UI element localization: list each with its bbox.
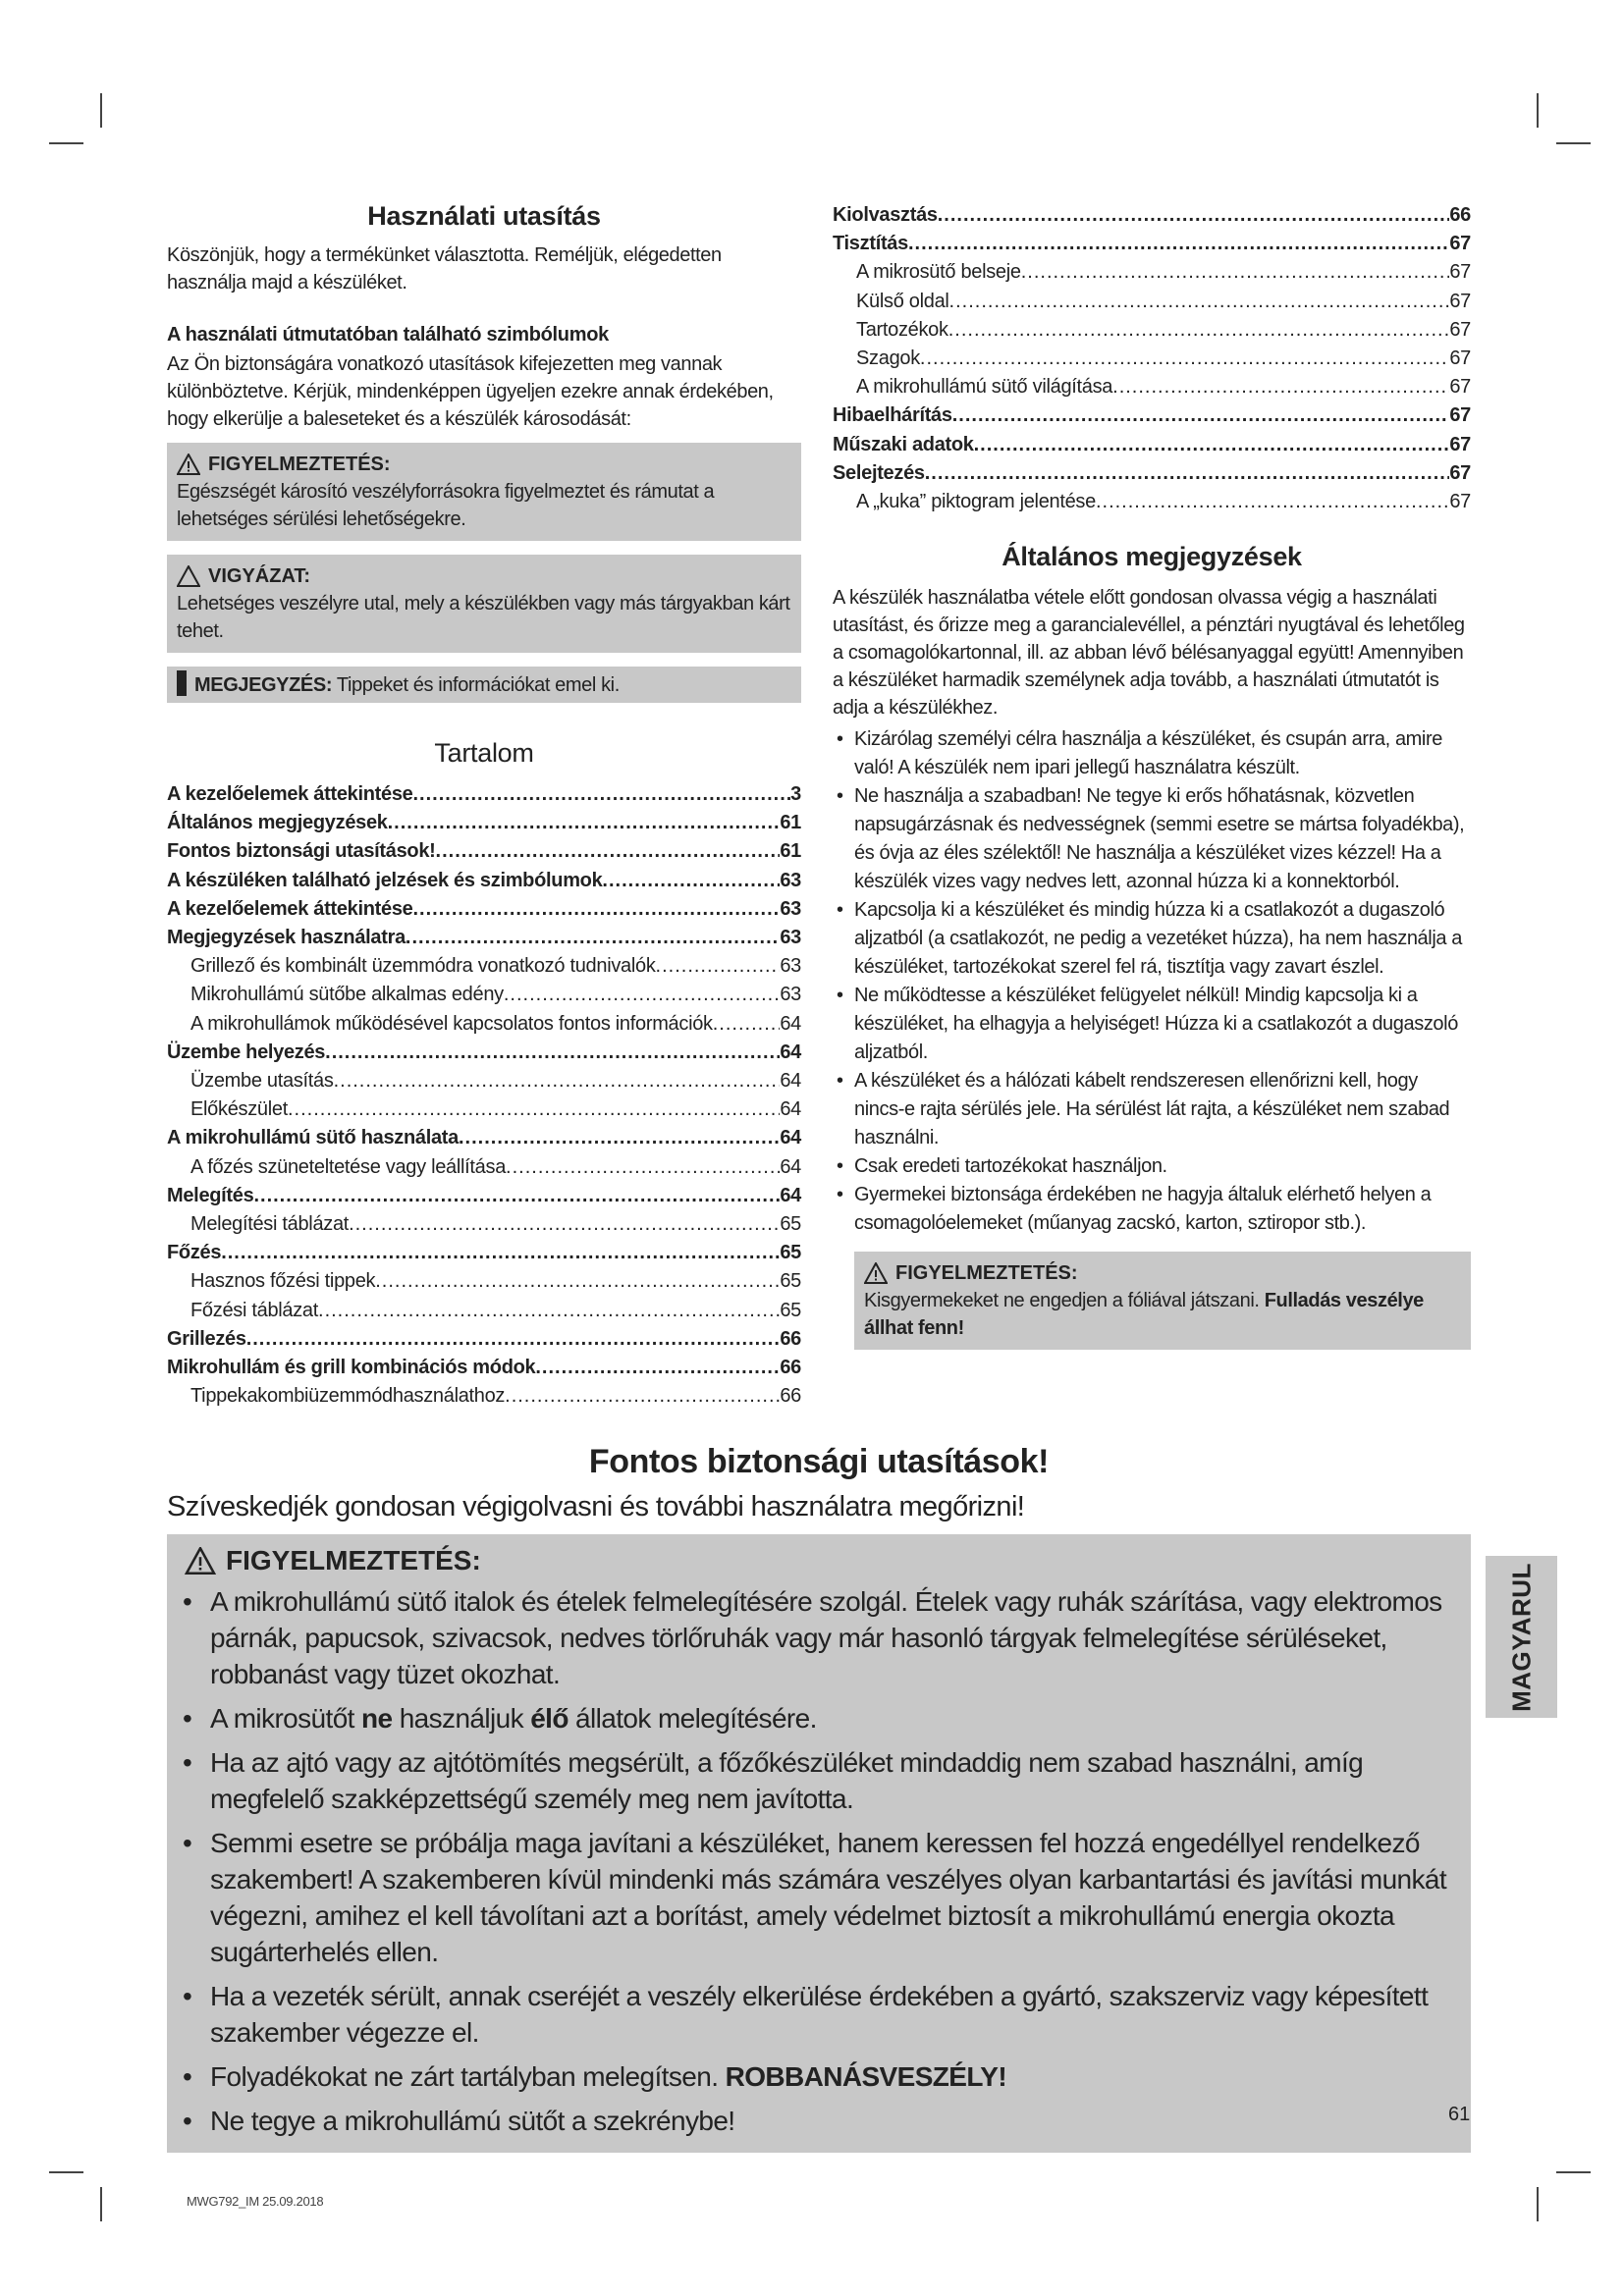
toc-entry-page: 67 [1449, 290, 1471, 312]
toc-entry-page: 64 [780, 1041, 801, 1063]
toc-entry [833, 488, 1471, 516]
right-column [833, 201, 1471, 1350]
warning-box [167, 443, 801, 541]
toc-entry-page: 65 [780, 1213, 801, 1236]
toc-entry-page: 61 [780, 840, 801, 863]
general-bullets [833, 725, 1471, 1238]
toc-entry-title: A főzés szüneteltetése vagy leállítása [190, 1155, 507, 1178]
toc-entry [833, 230, 1471, 258]
toc-entry [167, 1067, 801, 1095]
toc-leader-dots [253, 1182, 780, 1210]
toc-leader-dots [535, 1354, 780, 1382]
toc-leader-dots [288, 1095, 780, 1124]
symbols-text: Az Ön biztonságára vonatkozó utasítások kifejezetten meg vannak különböztetve. Kérjük, mindenképpen ügyeljen ezekre annak érdekében, hogy elkerülje a baleseteket és a készülék károsodását: [167, 353, 774, 430]
toc-leader-dots [505, 1382, 780, 1411]
toc-entry-page: 64 [780, 1012, 801, 1035]
toc-entry-page: 67 [1449, 461, 1471, 484]
toc-entry [167, 895, 801, 924]
toc-entry-title: A mikrohullámú sütő használata [167, 1127, 459, 1149]
general-bullet: • Kizárólag személyi célra használja a készüléket, és csupán arra, amire való! A készülék nem ipari jellegű használatra készült. [833, 725, 1471, 782]
general-bullet: • Ne működtesse a készüléket felügyelet nélkül! Mindig kapcsolja ki a készüléket, ha elhagyja a helyiséget! Húzza ki a csatlakozót a dugaszoló aljzatból. [833, 982, 1471, 1067]
general-bullet: • A készüléket és a hálózati kábelt rendszeresen ellenőrizni kell, hogy nincs-e rajta sérülés jele. Ha sérülést lát rajta, a készüléket nem szabad használni. [833, 1067, 1471, 1152]
toc-entry-title: Melegítés [167, 1184, 254, 1206]
toc-entry-title: Fontos biztonsági utasítások! [167, 840, 436, 863]
toc-entry [167, 1297, 801, 1325]
toc-entry-page: 3 [790, 783, 801, 805]
toc-entry-page: 67 [1449, 347, 1471, 370]
safety-item: • Ne tegye a mikrohullámú sütőt a szekrénybe! [175, 2103, 1463, 2139]
toc-leader-dots [1112, 373, 1449, 401]
toc-entry [167, 837, 801, 866]
toc-right [833, 201, 1471, 516]
safety-warning-label: FIGYELMEZTETÉS: [226, 1545, 481, 1575]
caution-text: Lehetséges veszélyre utal, mely a készülékben vagy más tárgyakban kárt tehet. [177, 593, 790, 642]
manual-title: Használati utasítás [367, 201, 601, 231]
toc-entry-page: 63 [780, 897, 801, 920]
toc-entry-page: 67 [1449, 261, 1471, 284]
toc-entry-page: 67 [1449, 404, 1471, 427]
toc-leader-dots [1021, 258, 1450, 287]
safety-item: • Semmi esetre se próbálja maga javítani a készüléket, hanem keressen fel hozzá engedéllyel rendelkező szakembert! A szakemberen kívül mindenki más számára veszélyes olyan karbantartási és javítási munkát végezni, amihez el kell távolítani azt a borítást, amely védelmet biztosít a mikrohullámú energia okozta sugárterhelés ellen. [175, 1825, 1463, 1970]
toc-entry-page: 67 [1449, 318, 1471, 341]
toc-entry-title: Műszaki adatok [833, 433, 974, 455]
toc-leader-dots [656, 952, 781, 981]
toc-leader-dots [406, 924, 780, 952]
toc-entry-page: 66 [780, 1385, 801, 1408]
toc-leader-dots [938, 201, 1450, 230]
toc-entry [833, 459, 1471, 488]
toc-entry-title: Grillezés [167, 1327, 246, 1350]
toc-entry-title: Üzembe helyezés [167, 1041, 326, 1063]
toc-entry-title: Tisztítás [833, 233, 908, 255]
toc-leader-dots [436, 837, 781, 866]
language-tab-label: MAGYARUL [1506, 1562, 1536, 1712]
toc-entry-title: Hibaelhárítás [833, 404, 952, 427]
symbols-heading: A használati útmutatóban található szimbólumok [167, 324, 609, 346]
toc-entry [167, 1210, 801, 1239]
warning-text: Kisgyermekeket ne engedjen a fóliával játszani. [864, 1290, 1265, 1312]
caution-triangle-icon [177, 565, 200, 587]
warning-triangle-icon [864, 1262, 888, 1284]
toc-entry-title: A mikrohullámú sütő világítása [856, 376, 1113, 399]
toc-entry [167, 809, 801, 837]
toc-leader-dots [920, 345, 1449, 373]
toc-entry-title: Kiolvasztás [833, 204, 938, 226]
toc-entry-page: 65 [780, 1242, 801, 1264]
footer-code: MWG792_IM 25.09.2018 [187, 2194, 324, 2209]
crop-mark [1556, 142, 1591, 144]
page-number: 61 [1448, 2104, 1471, 2125]
toc-leader-dots [412, 780, 790, 809]
toc-entry-title: Hasznos főzési tippek [190, 1270, 376, 1293]
toc-entry [167, 1182, 801, 1210]
warning-label: FIGYELMEZTETÉS: [208, 454, 391, 475]
warning-text: Egészségét károsító veszélyforrásokra figyelmeztet és rámutat a lehetséges sérülési lehetőségekre. [177, 481, 715, 530]
safety-item: • A mikrohullámú sütő italok és ételek felmelegítésére szolgál. Ételek vagy ruhák szárítása, vagy elektromos párnák, papucsok, szivacsok, nedves törlőruhák vagy már hasonló tárgyak felmelegítése sérüléseket, robbanást vagy tüzet okozhat. [175, 1583, 1463, 1692]
toc-entry [167, 1325, 801, 1354]
left-column [167, 201, 801, 1411]
safety-title: Fontos biztonsági utasítások! [588, 1443, 1050, 1480]
safety-item: • Ha a vezeték sérült, annak cseréjét a veszély elkerülése érdekében a gyártó, szakszerviz vagy képesített szakember végezze el. [175, 1978, 1463, 2051]
crop-mark [49, 142, 83, 144]
toc-entry-page: 63 [780, 984, 801, 1006]
language-tab [1486, 1556, 1557, 1718]
toc-entry-page: 66 [1449, 204, 1471, 226]
toc-entry-title: A készüléken található jelzések és szimbólumok [167, 869, 603, 891]
intro-text: Köszönjük, hogy a termékünket választotta. Reméljük, elégedetten használja majd a készüléket. [167, 244, 722, 294]
toc-entry-title: Tartozékok [856, 318, 948, 341]
toc-leader-dots [318, 1297, 780, 1325]
toc-entry-title: A „kuka” piktogram jelentése [856, 491, 1096, 513]
toc-leader-dots [388, 809, 781, 837]
film-warning-box [854, 1252, 1471, 1350]
note-text: Tippeket és információkat emel ki. [332, 674, 620, 696]
toc-entry-page: 64 [780, 1127, 801, 1149]
toc-leader-dots [246, 1325, 781, 1354]
crop-mark [1556, 2171, 1591, 2173]
toc-entry [167, 1239, 801, 1267]
note-box [167, 667, 801, 703]
toc-title: Tartalom [434, 738, 534, 768]
toc-entry-title: Üzembe utasítás [190, 1070, 334, 1093]
toc-entry-page: 64 [780, 1184, 801, 1206]
safety-section [167, 1443, 1471, 2153]
toc-entry-page: 66 [780, 1357, 801, 1379]
crop-mark [1537, 93, 1539, 128]
toc-leader-dots [349, 1210, 780, 1239]
toc-leader-dots [334, 1067, 781, 1095]
toc-entry [167, 1354, 801, 1382]
toc-entry-page: 67 [1449, 233, 1471, 255]
toc-entry-page: 61 [780, 812, 801, 834]
toc-entry-page: 63 [780, 927, 801, 949]
toc-entry-page: 65 [780, 1299, 801, 1321]
toc-entry-title: Főzés [167, 1242, 222, 1264]
warning-triangle-icon [177, 454, 200, 475]
toc-entry [167, 1095, 801, 1124]
toc-leader-dots [925, 459, 1450, 488]
toc-entry [833, 316, 1471, 345]
toc-entry [167, 1039, 801, 1067]
toc-entry-title: Melegítési táblázat [190, 1213, 350, 1236]
caution-label: VIGYÁZAT: [208, 565, 311, 587]
warning-triangle-icon [185, 1547, 216, 1575]
safety-intro: Szíveskedjék gondosan végigolvasni és további használatra megőrizni! [167, 1491, 1025, 1522]
general-bullet: • Ne használja a szabadban! Ne tegye ki erős hőhatásnak, közvetlen napsugárzásnak és nedvességnek (semmi esetre se mártsa folyadékba), és óvja az éles szélektől! Ne használja a készüléket vizes kézzel! Ha a készülék vizes vagy nedves lett, azonnal húzza ki a konnektorból. [833, 782, 1471, 896]
toc-entry [167, 780, 801, 809]
toc-entry-page: 64 [780, 1070, 801, 1093]
toc-entry [167, 924, 801, 952]
toc-leader-dots [713, 1010, 781, 1039]
toc-entry-page: 67 [1449, 491, 1471, 513]
toc-entry-title: Külső oldal [856, 290, 949, 312]
toc-entry-title: Grillező és kombinált üzemmódra vonatkozó tudnivalók [190, 955, 656, 978]
toc-left [167, 780, 801, 1411]
toc-entry-page: 64 [780, 1155, 801, 1178]
toc-entry [833, 345, 1471, 373]
toc-entry-title: A mikrohullámok működésével kapcsolatos fontos információk [190, 1012, 713, 1035]
note-label: MEGJEGYZÉS: [194, 674, 333, 696]
toc-leader-dots [974, 431, 1450, 459]
toc-entry [833, 431, 1471, 459]
toc-leader-dots [949, 288, 1450, 316]
toc-entry-title: Selejtezés [833, 461, 925, 484]
crop-mark [49, 2171, 83, 2173]
crop-mark [100, 93, 102, 128]
toc-entry [167, 867, 801, 895]
toc-leader-dots [948, 316, 1450, 345]
toc-entry-title: Mikrohullámú sütőbe alkalmas edény [190, 984, 504, 1006]
toc-entry [833, 401, 1471, 430]
toc-entry-page: 64 [780, 1098, 801, 1121]
crop-mark [100, 2187, 102, 2221]
warning-bold: Fulladás veszélye állhat fenn! [864, 1290, 1424, 1340]
toc-entry [167, 1382, 801, 1411]
info-icon [177, 670, 187, 696]
safety-list [175, 1583, 1463, 2139]
toc-entry-title: A kezelőelemek áttekintése [167, 897, 413, 920]
toc-entry [833, 201, 1471, 230]
toc-entry-title: A kezelőelemek áttekintése [167, 783, 413, 805]
toc-entry [833, 373, 1471, 401]
toc-entry-page: 63 [780, 955, 801, 978]
toc-leader-dots [504, 981, 780, 1009]
toc-entry-title: Előkészület [190, 1098, 288, 1121]
toc-entry [167, 1267, 801, 1296]
warning-label: FIGYELMEZTETÉS: [895, 1262, 1078, 1285]
caution-box [167, 555, 801, 653]
toc-entry-page: 67 [1449, 433, 1471, 455]
toc-leader-dots [952, 401, 1450, 430]
safety-item: • A mikrosütőt ne használjuk élő állatok melegítésére. [175, 1700, 1463, 1736]
toc-leader-dots [412, 895, 780, 924]
toc-leader-dots [459, 1124, 780, 1152]
toc-entry [167, 1010, 801, 1039]
toc-entry-title: Általános megjegyzések [167, 812, 388, 834]
toc-entry [167, 1124, 801, 1152]
toc-entry [167, 952, 801, 981]
general-bullet: • Gyermekei biztonsága érdekében ne hagyja általuk elérhető helyen a csomagolóelemeket (műanyag zacskó, karton, sztiropor stb.). [833, 1181, 1471, 1238]
general-bullet: • Kapcsolja ki a készüléket és mindig húzza ki a csatlakozót a dugaszoló aljzatból (a csatlakozót, ne pedig a vezetéket húzza), ha nem használja a készüléket, tartozékokat szerel fel rá, tisztítja vagy zavart észlel. [833, 896, 1471, 982]
safety-item: • Ha az ajtó vagy az ajtótömítés megsérült, a főzőkészüléket mindaddig nem szabad használni, amíg megfelelő szakképzettségű személy meg nem javította. [175, 1744, 1463, 1817]
toc-entry-page: 67 [1449, 376, 1471, 399]
toc-entry-title: Főzési táblázat [190, 1299, 319, 1321]
toc-leader-dots [908, 230, 1449, 258]
toc-entry-title: Szagok [856, 347, 920, 370]
general-bullet: • Csak eredeti tartozékokat használjon. [833, 1152, 1471, 1181]
toc-entry [167, 981, 801, 1009]
toc-entry-page: 65 [780, 1270, 801, 1293]
toc-entry-title: Megjegyzések használatra [167, 927, 406, 949]
toc-entry-title: Mikrohullám és grill kombinációs módok [167, 1357, 536, 1379]
toc-leader-dots [375, 1267, 780, 1296]
toc-entry-title: Tippekakombiüzemmódhasználathoz [190, 1385, 506, 1408]
toc-leader-dots [325, 1039, 780, 1067]
general-text: A készülék használatba vétele előtt gondosan olvassa végig a használati utasítást, és őrizze meg a garancialevéllel, a pénztári nyugtával és lehetőleg a csomagolókartonnal, ill. az abban lévő bélésanyaggal együtt! Amennyiben a készüléket harmadik személynek adja tovább, a használati útmutatót is adja a készülékhez. [833, 587, 1465, 720]
general-title: Általános megjegyzések [1001, 542, 1302, 572]
toc-entry [833, 288, 1471, 316]
toc-entry [167, 1153, 801, 1182]
safety-item: • Folyadékokat ne zárt tartályban melegítsen. ROBBANÁSVESZÉLY! [175, 2058, 1463, 2095]
toc-leader-dots [221, 1239, 780, 1267]
toc-leader-dots [506, 1153, 780, 1182]
safety-warning-box [167, 1534, 1471, 2153]
toc-leader-dots [602, 867, 780, 895]
crop-mark [1537, 2187, 1539, 2221]
toc-entry [833, 258, 1471, 287]
toc-leader-dots [1096, 488, 1449, 516]
toc-entry-page: 66 [780, 1327, 801, 1350]
toc-entry-page: 63 [780, 869, 801, 891]
toc-entry-title: A mikrosütő belseje [856, 261, 1021, 284]
